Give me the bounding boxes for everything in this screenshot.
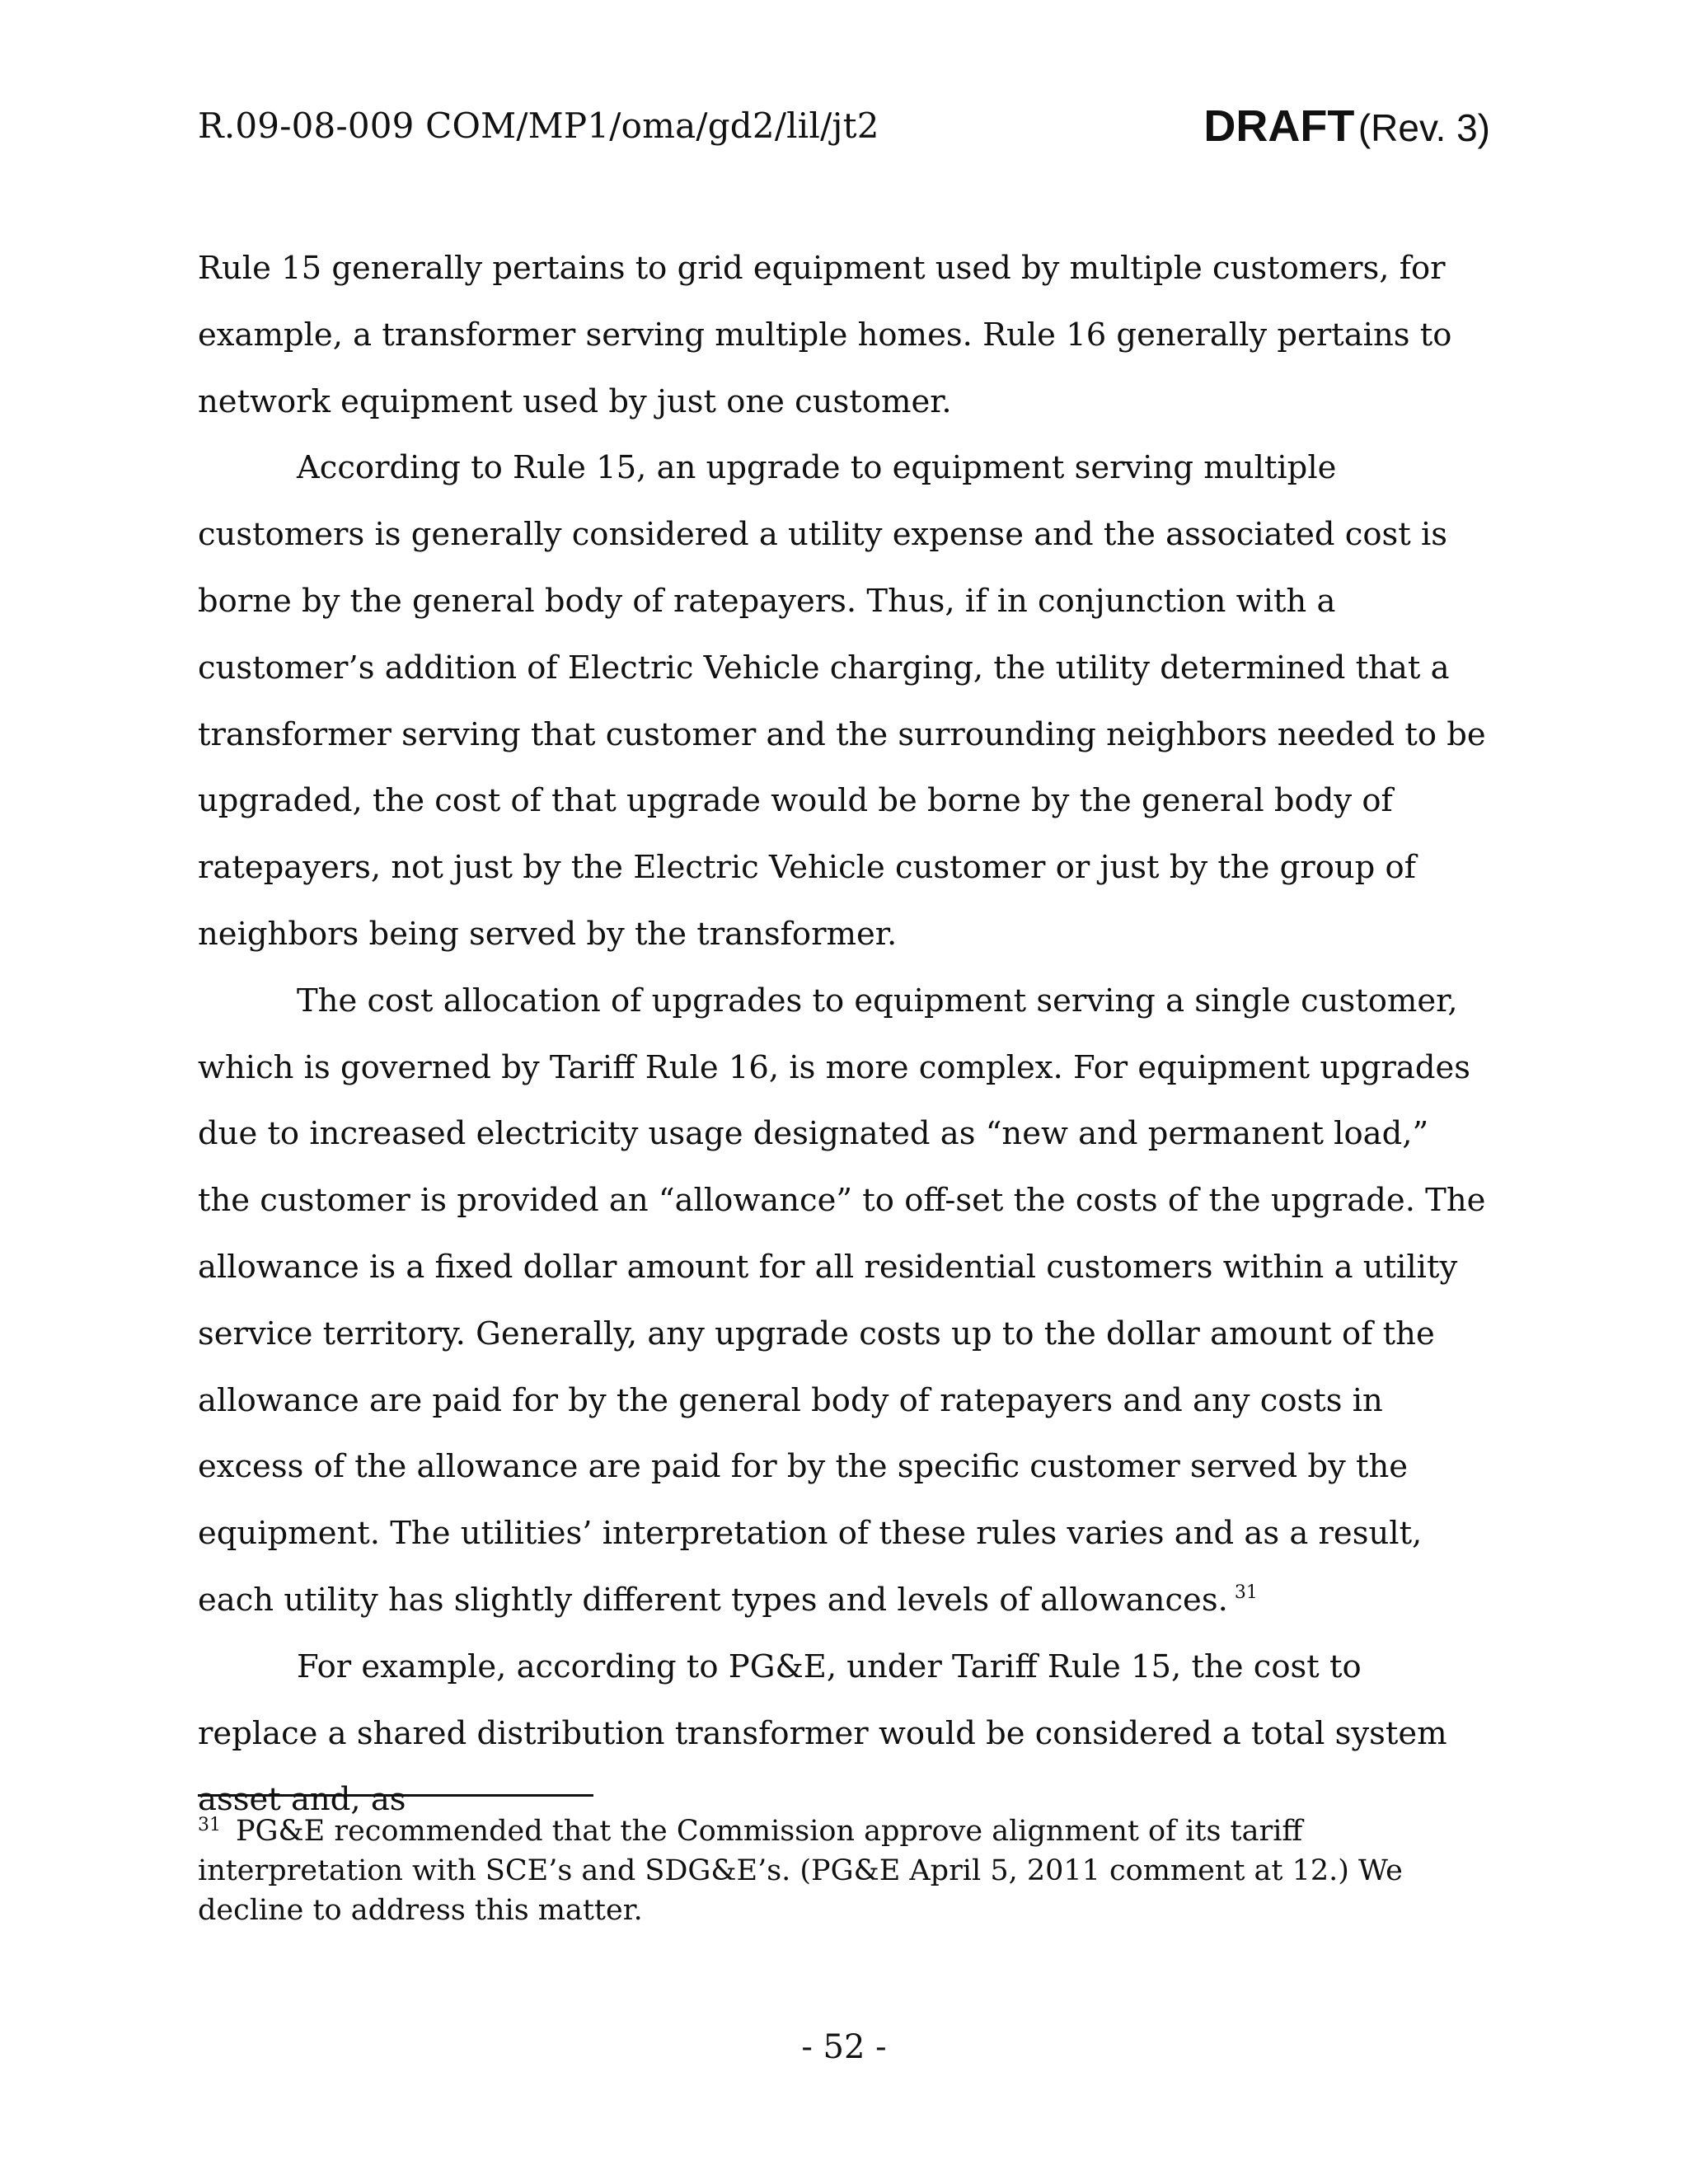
- docket-header: R.09-08-009 COM/MP1/oma/gd2/lil/jt2: [198, 105, 879, 146]
- document-body: [198, 236, 1490, 1834]
- footnote-text: PG&E recommended that the Commission approve alignment of its tariff interpretation with SCE’s and SDG&E’s. (PG&E April 5, 2011 comment at 12.) We decline to address this matter.: [198, 1815, 1403, 1927]
- footnote-separator: [198, 1794, 593, 1797]
- paragraph-2: According to Rule 15, an upgrade to equipment serving multiple customers is generally considered a utility expense and the associated cost is borne by the general body of ratepayers. Thus, if in conjunction with a customer’s addition of Electric Vehicle charging, the utility determined that a transformer serving that customer and the surrounding neighbors needed to be upgraded, the cost of that upgrade would be borne by the general body of ratepayers, not just by the Electric Vehicle customer or just by the group of neighbors being served by the transformer.: [198, 449, 1486, 953]
- paragraph-3-text: The cost allocation of upgrades to equipment serving a single customer, which is governed by Tariff Rule 16, is more complex. For equipment upgrades due to increased electricity usage designated as “new and permanent load,” the customer is provided an “allowance” to off-set the costs of the upgrade. The allowance is a fixed dollar amount for all residential customers within a utility service territory. Generally, any upgrade costs up to the dollar amount of the allowance are paid for by the general body of ratepayers and any costs in excess of the allowance are paid for by the specific customer served by the equipment. The utilities’ interpretation of these rules varies and as a result, each utility has slightly different types and levels of allowances.: [198, 982, 1486, 1619]
- footnote: [198, 1811, 1467, 1930]
- footnote-reference[interactable]: 31: [1234, 1582, 1258, 1603]
- draft-stamp: [1203, 101, 1490, 152]
- paragraph-3: [198, 968, 1490, 1634]
- page-number: - 52 -: [801, 2028, 887, 2066]
- paragraph-1: Rule 15 generally pertains to grid equipment used by multiple customers, for example, a transformer serving multiple homes. Rule 16 generally pertains to network equipment used by just one customer.: [198, 250, 1452, 420]
- paragraph-4: For example, according to PG&E, under Tariff Rule 15, the cost to replace a shared distribution transformer would be considered a total system asset and, as: [198, 1647, 1447, 1819]
- footnote-number: 31: [198, 1815, 221, 1835]
- revision-label: (Rev. 3): [1357, 106, 1490, 149]
- draft-label: DRAFT: [1203, 101, 1355, 151]
